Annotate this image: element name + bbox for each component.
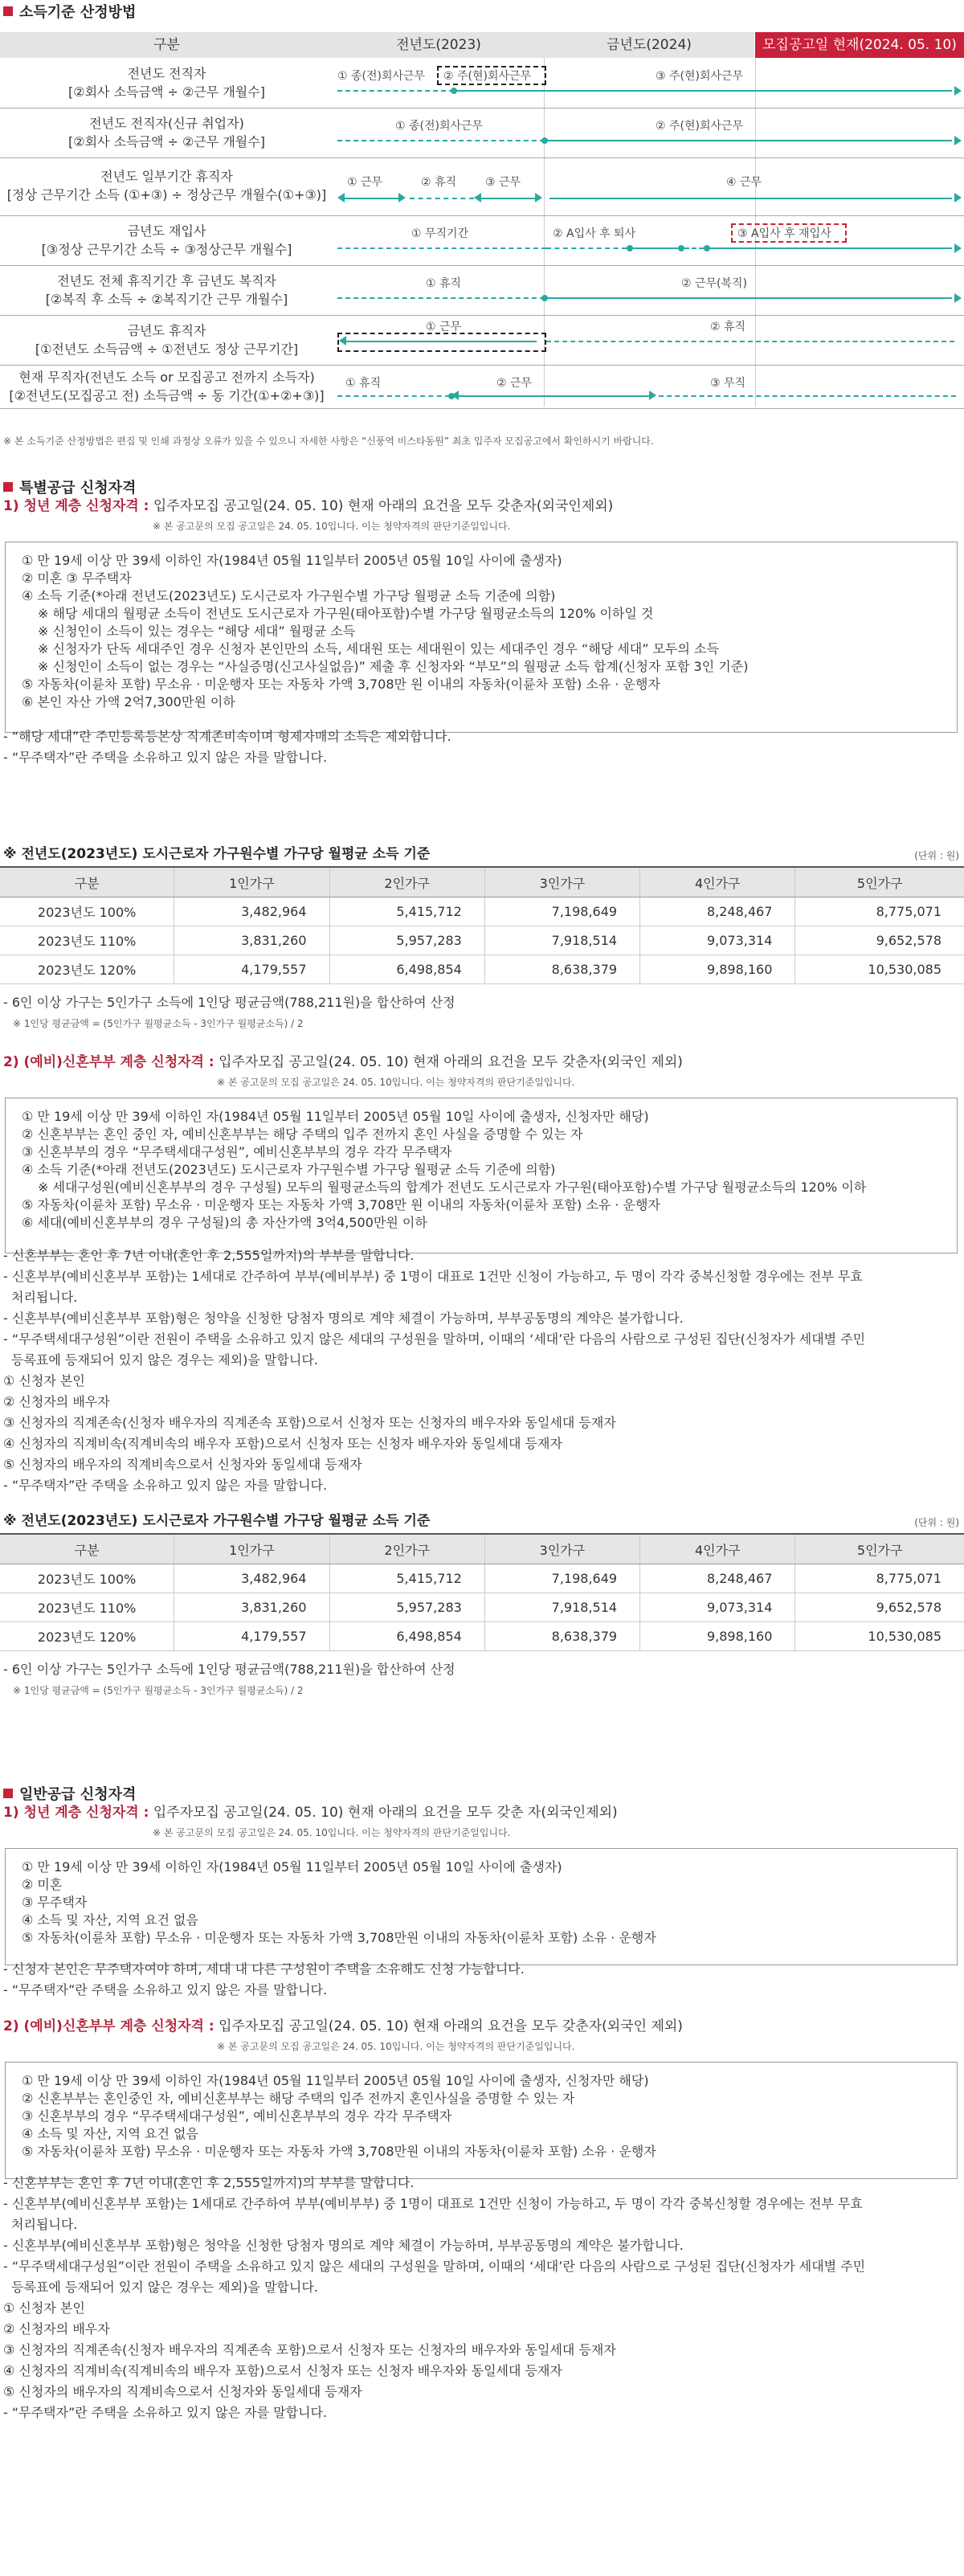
- youth-heading: 1) 청년 계층 신청자격 : 입주자모집 공고일(24. 05. 10) 현재 아래의 요건을 모두 갖춘 자(외국인제외): [3, 1805, 618, 1821]
- timeline-line: [480, 198, 537, 199]
- table-cell: 6,498,854: [329, 1622, 484, 1651]
- table-cell: 2023년도 120%: [0, 1622, 174, 1651]
- section-title: 특별공급 신청자격: [19, 480, 137, 497]
- table-cell: 7,198,649: [484, 1564, 639, 1593]
- income-criteria-section: [0, 0, 964, 464]
- requirement: ② 신혼부부는 혼인중인 자, 예비신혼부부는 해당 주택의 입주 전까지 혼인사실을 증명할 수 있는 자: [22, 2091, 575, 2106]
- note-line: ② 신청자의 배우자: [3, 2321, 110, 2337]
- timeline-line: [630, 247, 680, 249]
- income-table: [0, 1533, 964, 1651]
- table-notes: [0, 992, 964, 1034]
- criteria-row: [0, 315, 964, 366]
- note-line: ③ 신청자의 직계존속(신청자 배우자의 직계존속 포함)으로서 신청자 또는 신청자의 배우자와 동일세대 등재자: [3, 1415, 616, 1430]
- special-supply-section: [0, 464, 964, 1784]
- timeline-label: ① 근무: [426, 321, 462, 333]
- requirement: ① 만 19세 이상 만 39세 이하인 자(1984년 05월 11일부터 2005년 05월 10일 사이에 출생자): [22, 1859, 562, 1875]
- criteria-header-category: 구분: [153, 37, 180, 53]
- requirement: ⑥ 본인 자산 가액 2억7,300만원 이하: [22, 694, 235, 709]
- criteria-row: [0, 365, 964, 409]
- row-label: 전년도 전직자 [②회사 소득금액 ÷ ②근무 개월수]: [68, 66, 265, 100]
- row-label: 전년도 전체 휴직기간 후 금년도 복직자 [②복직 후 소득 ÷ ②복직기간 근무 개월수]: [45, 273, 288, 307]
- table-cell: 9,898,160: [640, 955, 795, 984]
- row-label: 금년도 휴직자 [①전년도 소득금액 ÷ ①전년도 정상 근무기간]: [35, 323, 299, 357]
- table-cell: 9,073,314: [640, 1593, 795, 1622]
- criteria-note: ※ 본 소득기준 산정방법은 편집 및 인쇄 과정상 오류가 있을 수 있으니 자세한 사항은 “신풍역 비스타동원” 최초 입주자 모집공고에서 확인하시기 바랍니다.: [3, 435, 654, 447]
- requirement: ※ 세대구성원(예비신혼부부의 경우 구성될) 모두의 월평균소득의 합계가 전년도 도시근로자 가구원(태아포함)수별 가구당 월평균소득의 120% 이하: [38, 1180, 867, 1195]
- table-cell: 8,248,467: [640, 1564, 795, 1593]
- requirement: ④ 소득 및 자산, 지역 요건 없음: [22, 1912, 198, 1928]
- table-cell: 10,530,085: [795, 955, 964, 984]
- table-cell: 5,415,712: [329, 1564, 484, 1593]
- timeline-dash: [659, 395, 956, 397]
- table-row: [0, 1564, 964, 1593]
- note-line: - 신혼부부(예비신혼부부 포함)는 1세대로 간주하여 부부(예비부부) 중 1명이 대표로 1건만 신청이 가능하고, 두 명이 각각 중복신청할 경우에는 전부 무효: [3, 1269, 863, 1284]
- timeline-dash: [337, 247, 546, 249]
- requirement: ⑥ 세대(예비신혼부부의 경우 구성될)의 총 자산가액 3억4,500만원 이하: [22, 1215, 427, 1230]
- requirement: ④ 소득 기준(*아래 전년도(2023년도) 도시근로자 가구원수별 가구당 월평균 소득 기준에 의함): [22, 1162, 556, 1177]
- table-cell: 8,638,379: [484, 1622, 639, 1651]
- newlywed-notes: [0, 1245, 865, 1496]
- table-row: [0, 955, 964, 984]
- note-line: - 6인 이상 가구는 5인가구 소득에 1인당 평균금액(788,211원)을 합산하여 산정: [3, 995, 455, 1010]
- note-line: - “해당 세대”란 주민등록등본상 직계존비속이며 형제자매의 소득은 제외합니다.: [3, 729, 451, 744]
- row-label: 금년도 재입사 [③정상 근무기간 소득 ÷ ③정상근무 개월수]: [41, 223, 292, 257]
- col-header: 구분: [0, 867, 174, 898]
- note-line: - 신혼부부는 혼인 후 7년 이내(혼인 후 2,555일까지)의 부부를 말합니다.: [3, 2175, 415, 2190]
- col-header: 5인가구: [795, 1534, 964, 1564]
- timeline-label: ① 휴직: [426, 277, 462, 290]
- timeline-label: ③ 주(현)회사근무: [656, 70, 744, 83]
- table-cell: 4,179,557: [174, 1622, 329, 1651]
- requirement: ④ 소득 및 자산, 지역 요건 없음: [22, 2126, 198, 2141]
- note-line: 처리됩니다.: [11, 1290, 78, 1305]
- timeline-label: ③ 무직: [710, 377, 746, 390]
- note-line: - 신혼부부(예비신혼부부 포함)형은 청약을 신청한 당첨자 명의로 계약 체결이 가능하며, 부부공동명의 계약은 불가합니다.: [3, 1310, 684, 1326]
- timeline-dash: [337, 395, 450, 397]
- table-cell: 3,831,260: [174, 1593, 329, 1622]
- timeline-label: ① 무직기간: [411, 227, 469, 240]
- table-row: [0, 1593, 964, 1622]
- requirement: ⑤ 자동차(이륜차 포함) 무소유 · 미운행자 또는 자동차 가액 3,708만 원 이내의 자동차(이륜차 포함) 소유 · 운행자: [22, 1197, 660, 1212]
- sub-note: ※ 본 공고문의 모집 공고일은 24. 05. 10입니다. 이는 청약자격의 판단기준일입니다.: [153, 521, 511, 532]
- table-cell: 9,652,578: [795, 1593, 964, 1622]
- requirement: ② 신혼부부는 혼인 중인 자, 예비신혼부부는 해당 주택의 입주 전까지 혼인 사실을 증명할 수 있는 자: [22, 1126, 583, 1142]
- col-header: 1인가구: [174, 1534, 329, 1564]
- requirement: ⑤ 자동차(이륜차 포함) 무소유 · 미운행자 또는 자동차 가액 3,708만원 이내의 자동차(이륜차 포함) 소유 · 운행자: [22, 1930, 656, 1945]
- note-line: ② 신청자의 배우자: [3, 1394, 110, 1409]
- criteria-header-2023: 전년도(2023): [396, 37, 481, 53]
- newlywed-heading: 2) (예비)신혼부부 계층 신청자격 : 입주자모집 공고일(24. 05. 10) 현재 아래의 요건을 모두 갖춘자(외국인 제외): [3, 2018, 683, 2034]
- note-line: - “무주택자”란 주택을 소유하고 있지 않은 자를 말합니다.: [3, 2405, 328, 2420]
- timeline-dash: [337, 140, 545, 141]
- timeline-dash: [410, 198, 474, 199]
- timeline-label: ④ 근무: [726, 176, 762, 189]
- requirement: ③ 신혼부부의 경우 “무주택세대구성원”, 예비신혼부부의 경우 각각 무주택자: [22, 1144, 452, 1159]
- note-line: ① 신청자 본인: [3, 2300, 85, 2316]
- timeline-label: ③ A입사 후 재입사: [737, 227, 831, 240]
- arrow-right-icon: [954, 86, 962, 96]
- note-line: 처리됩니다.: [11, 2217, 78, 2232]
- note-line: - 신혼부부(예비신혼부부 포함)형은 청약을 신청한 당첨자 명의로 계약 체결이 가능하며, 부부공동명의 계약은 불가합니다.: [3, 2238, 684, 2253]
- table-row: [0, 1622, 964, 1651]
- section-heading: [0, 1784, 136, 1803]
- note-line: - 신청자 본인은 무주택자여야 하며, 세대 내 다른 구성원이 주택을 소유해도 신청 가능합니다.: [3, 1961, 525, 1977]
- highlight-box: [337, 333, 546, 352]
- table-cell: 2023년도 100%: [0, 1564, 174, 1593]
- criteria-row: [0, 265, 964, 316]
- timeline-line: [549, 198, 952, 199]
- col-header: 구분: [0, 1534, 174, 1564]
- col-header: 5인가구: [795, 867, 964, 898]
- income-table-2: [0, 1509, 964, 1701]
- youth-notes: [0, 1959, 525, 2001]
- arrow-right-icon: [954, 136, 962, 145]
- note-line: - 6인 이상 가구는 5인가구 소득에 1인당 평균금액(788,211원)을 합산하여 산정: [3, 1662, 455, 1677]
- table-notes: [0, 1659, 964, 1701]
- criteria-row: [0, 157, 964, 216]
- note-line: ④ 신청자의 직계비속(직계비속의 배우자 포함)으로서 신청자 또는 신청자 배우자와 동일세대 등재자: [3, 2363, 562, 2378]
- section-title: 소득기준 산정방법: [19, 4, 137, 21]
- table-cell: 5,957,283: [329, 926, 484, 955]
- table-cell: 8,638,379: [484, 955, 639, 984]
- table-title: ※ 전년도(2023년도) 도시근로자 가구원수별 가구당 월평균 소득 기준: [3, 845, 431, 862]
- section-heading: [0, 477, 136, 497]
- requirement: ⑤ 자동차(이륜차 포함) 무소유 · 미운행자 또는 자동차 가액 3,708만 원 이내의 자동차(이륜차 포함) 소유 · 운행자: [22, 677, 660, 692]
- section-title: 일반공급 신청자격: [19, 1786, 137, 1803]
- timeline-line: [545, 297, 952, 299]
- arrow-right-icon: [535, 193, 542, 202]
- table-cell: 4,179,557: [174, 955, 329, 984]
- newlywed-heading: 2) (예비)신혼부부 계층 신청자격 : 입주자모집 공고일(24. 05. 10) 현재 아래의 요건을 모두 갖춘자(외국인 제외): [3, 1054, 683, 1070]
- table-cell: 5,957,283: [329, 1593, 484, 1622]
- table-cell: 5,415,712: [329, 898, 484, 926]
- table-cell: 7,918,514: [484, 1593, 639, 1622]
- table-cell: 2023년도 100%: [0, 898, 174, 926]
- newlywed-notes: [0, 2173, 865, 2423]
- requirement: ② 미혼 ③ 무주택자: [22, 570, 132, 586]
- note-line: - 신혼부부(예비신혼부부 포함)는 1세대로 간주하여 부부(예비부부) 중 1명이 대표로 1건만 신청이 가능하고, 두 명이 각각 중복신청할 경우에는 전부 무효: [3, 2196, 863, 2211]
- note-line: ① 신청자 본인: [3, 1373, 85, 1388]
- col-header: 4인가구: [640, 867, 795, 898]
- requirement: ※ 신청자가 단독 세대주인 경우 신청자 본인만의 소득, 세대원 또는 세대원이 있는 세대주인 경우 “해당 세대” 모두의 소득: [38, 641, 719, 656]
- timeline-label: ① 휴직: [345, 377, 382, 390]
- criteria-header-2024: 금년도(2024): [607, 37, 692, 53]
- bullet-square-icon: [3, 482, 13, 492]
- requirement: ⑤ 자동차(이륜차 포함) 무소유 · 미운행자 또는 자동차 가액 3,708만원 이내의 자동차(이륜차 포함) 소유 · 운행자: [22, 2144, 656, 2159]
- timeline-label: ② 주(현)회사근무: [656, 120, 744, 133]
- requirement: ① 만 19세 이상 만 39세 이하인 자(1984년 05월 11일부터 2005년 05월 10일 사이에 출생자, 신청자만 해당): [22, 2073, 649, 2088]
- timeline-dot: [678, 245, 684, 251]
- timeline-label: ② 휴직: [421, 176, 457, 189]
- criteria-table: [0, 0, 964, 408]
- timeline-line: [345, 341, 537, 342]
- timeline-label: ② A입사 후 퇴사: [553, 227, 636, 240]
- table-cell: 2023년도 110%: [0, 926, 174, 955]
- newlywed-requirements-box: [5, 1098, 958, 1253]
- note-line: ※ 1인당 평균금액 = (5인가구 월평균소득 - 3인가구 월평균소득) / 2: [13, 1685, 304, 1696]
- note-line: ⑤ 신청자의 배우자의 직계비속으로서 신청자와 동일세대 등재자: [3, 2384, 362, 2399]
- requirement: ③ 무주택자: [22, 1895, 88, 1910]
- youth-heading: 1) 청년 계층 신청자격 : 입주자모집 공고일(24. 05. 10) 현재 아래의 요건을 모두 갖춘자(외국인제외): [3, 498, 614, 514]
- timeline-label: ① 근무: [347, 176, 383, 189]
- requirement: ③ 신혼부부의 경우 “무주택세대구성원”, 예비신혼부부의 경우 각각 무주택자: [22, 2108, 452, 2124]
- note-line: 등록표에 등재되어 있지 않은 경우는 제외)을 말합니다.: [11, 1352, 318, 1368]
- criteria-row: [0, 108, 964, 158]
- timeline-dash: [684, 247, 704, 249]
- table-cell: 9,652,578: [795, 926, 964, 955]
- table-cell: 8,775,071: [795, 898, 964, 926]
- arrow-right-icon: [398, 193, 406, 202]
- arrow-right-icon: [954, 193, 962, 202]
- table-cell: 3,482,964: [174, 898, 329, 926]
- table-cell: 9,898,160: [640, 1622, 795, 1651]
- note-line: ③ 신청자의 직계존속(신청자 배우자의 직계존속 포함)으로서 신청자 또는 신청자의 배우자와 동일세대 등재자: [3, 2342, 616, 2357]
- arrow-right-icon: [954, 293, 962, 303]
- youth-notes: [0, 726, 451, 768]
- timeline-dash: [337, 297, 545, 299]
- table-cell: 3,831,260: [174, 926, 329, 955]
- newlywed-requirements-box: [5, 2062, 958, 2179]
- col-header: 1인가구: [174, 867, 329, 898]
- note-line: - “무주택세대구성원”이란 전원이 주택을 소유하고 있지 않은 세대의 구성원을 말하며, 이때의 ‘세대’란 다음의 사람으로 구성된 집단(신청자가 세대별 주민: [3, 1331, 866, 1347]
- income-table: [0, 866, 964, 984]
- criteria-header-current: 모집공고일 현재(2024. 05. 10): [762, 37, 957, 53]
- table-cell: 7,198,649: [484, 898, 639, 926]
- timeline-line: [707, 247, 952, 249]
- timeline-label: ③ 근무: [485, 176, 521, 189]
- table-cell: 8,248,467: [640, 898, 795, 926]
- requirement: ※ 해당 세대의 월평균 소득이 전년도 도시근로자 가구원(태아포함)수별 가구당 월평균소득의 120% 이하일 것: [38, 606, 654, 621]
- table-cell: 9,073,314: [640, 926, 795, 955]
- note-line: - “무주택자”란 주택을 소유하고 있지 않은 자를 말합니다.: [3, 1982, 328, 1997]
- note-line: - 신혼부부는 혼인 후 7년 이내(혼인 후 2,555일까지)의 부부를 말합니다.: [3, 1248, 415, 1263]
- table-cell: 10,530,085: [795, 1622, 964, 1651]
- youth-requirements-box: [5, 542, 958, 733]
- table-cell: 2023년도 110%: [0, 1593, 174, 1622]
- requirement: ① 만 19세 이상 만 39세 이하인 자(1984년 05월 11일부터 2005년 05월 10일 사이에 출생자, 신청자만 해당): [22, 1109, 649, 1124]
- timeline-line: [454, 90, 952, 92]
- note-line: 등록표에 등재되어 있지 않은 경우는 제외)을 말합니다.: [11, 2280, 318, 2295]
- col-header: 2인가구: [329, 1534, 484, 1564]
- table-cell: 6,498,854: [329, 955, 484, 984]
- timeline-label: ② 주(현)회사근무: [443, 70, 532, 83]
- col-header: 2인가구: [329, 867, 484, 898]
- col-header: 3인가구: [484, 1534, 639, 1564]
- timeline-line: [344, 198, 400, 199]
- timeline-line: [458, 395, 651, 397]
- table-unit: (단위 : 원): [914, 1517, 959, 1528]
- row-label: 전년도 일부기간 휴직자 [정상 근무기간 소득 (①+③) ÷ 정상근무 개월수(①+③)]: [6, 169, 327, 202]
- youth-requirements-box: [5, 1848, 958, 1965]
- row-label: 전년도 전직자(신규 취업자) [②회사 소득금액 ÷ ②근무 개월수]: [68, 116, 265, 149]
- table-cell: 8,775,071: [795, 1564, 964, 1593]
- requirement: ④ 소득 기준(*아래 전년도(2023년도) 도시근로자 가구원수별 가구당 월평균 소득 기준에 의함): [22, 588, 556, 603]
- timeline-dash: [546, 341, 954, 342]
- sub-note: ※ 본 공고문의 모집 공고일은 24. 05. 10입니다. 이는 청약자격의 판단기준일입니다.: [217, 1077, 575, 1088]
- requirement: ② 미혼: [22, 1877, 63, 1892]
- note-line: ⑤ 신청자의 배우자의 직계비속으로서 신청자와 동일세대 등재자: [3, 1457, 362, 1472]
- note-line: - “무주택자”란 주택을 소유하고 있지 않은 자를 말합니다.: [3, 750, 328, 765]
- income-table-1: [0, 842, 964, 1034]
- sub-note: ※ 본 공고문의 모집 공고일은 24. 05. 10입니다. 이는 청약자격의 판단기준일입니다.: [153, 1827, 511, 1838]
- timeline-dash: [546, 247, 627, 249]
- criteria-row: [0, 215, 964, 266]
- table-unit: (단위 : 원): [914, 850, 959, 861]
- table-cell: 3,482,964: [174, 1564, 329, 1593]
- timeline-line: [545, 140, 952, 141]
- note-line: - “무주택세대구성원”이란 전원이 주택을 소유하고 있지 않은 세대의 구성원을 말하며, 이때의 ‘세대’란 다음의 사람으로 구성된 집단(신청자가 세대별 주민: [3, 2259, 866, 2274]
- requirement: ※ 신청인이 소득이 있는 경우는 “해당 세대” 월평균 소득: [38, 624, 356, 639]
- requirement: ※ 신청인이 소득이 없는 경우는 “사실증명(신고사실없음)” 제출 후 신청자와 “부모”의 월평균 소득 합계(신청자 포함 3인 기준): [38, 659, 749, 674]
- timeline-label: ② 근무: [496, 377, 533, 390]
- arrow-right-icon: [954, 243, 962, 253]
- arrow-right-icon: [649, 390, 656, 400]
- timeline-label: ① 종(전)회사근무: [337, 70, 426, 83]
- col-header: 4인가구: [640, 1534, 795, 1564]
- sub-note: ※ 본 공고문의 모집 공고일은 24. 05. 10입니다. 이는 청약자격의 판단기준일입니다.: [217, 2041, 575, 2052]
- note-line: ④ 신청자의 직계비속(직계비속의 배우자 포함)으로서 신청자 또는 신청자 배우자와 동일세대 등재자: [3, 1436, 562, 1451]
- table-title: ※ 전년도(2023년도) 도시근로자 가구원수별 가구당 월평균 소득 기준: [3, 1512, 431, 1529]
- timeline-label: ② 휴직: [710, 321, 746, 333]
- table-cell: 2023년도 120%: [0, 955, 174, 984]
- row-label: 현재 무직자(전년도 소득 or 모집공고 전까지 소득자) [②전년도(모집공고 전) 소득금액 ÷ 동 기간(①+②+③)]: [9, 370, 325, 403]
- timeline-label: ① 종(전)회사근무: [395, 120, 484, 133]
- note-line: - “무주택자”란 주택을 소유하고 있지 않은 자를 말합니다.: [3, 1478, 328, 1493]
- requirement: ① 만 19세 이상 만 39세 이하인 자(1984년 05월 11일부터 2005년 05월 10일 사이에 출생자): [22, 553, 562, 568]
- timeline-label: ② 근무(복직): [681, 277, 748, 290]
- table-cell: 7,918,514: [484, 926, 639, 955]
- table-row: [0, 898, 964, 926]
- bullet-square-icon: [3, 1789, 13, 1798]
- criteria-row: [0, 58, 964, 108]
- col-header: 3인가구: [484, 867, 639, 898]
- note-line: ※ 1인당 평균금액 = (5인가구 월평균소득 - 3인가구 월평균소득) / 2: [13, 1018, 304, 1029]
- timeline-dash: [337, 90, 454, 92]
- table-row: [0, 926, 964, 955]
- general-supply-section: [0, 1784, 964, 2576]
